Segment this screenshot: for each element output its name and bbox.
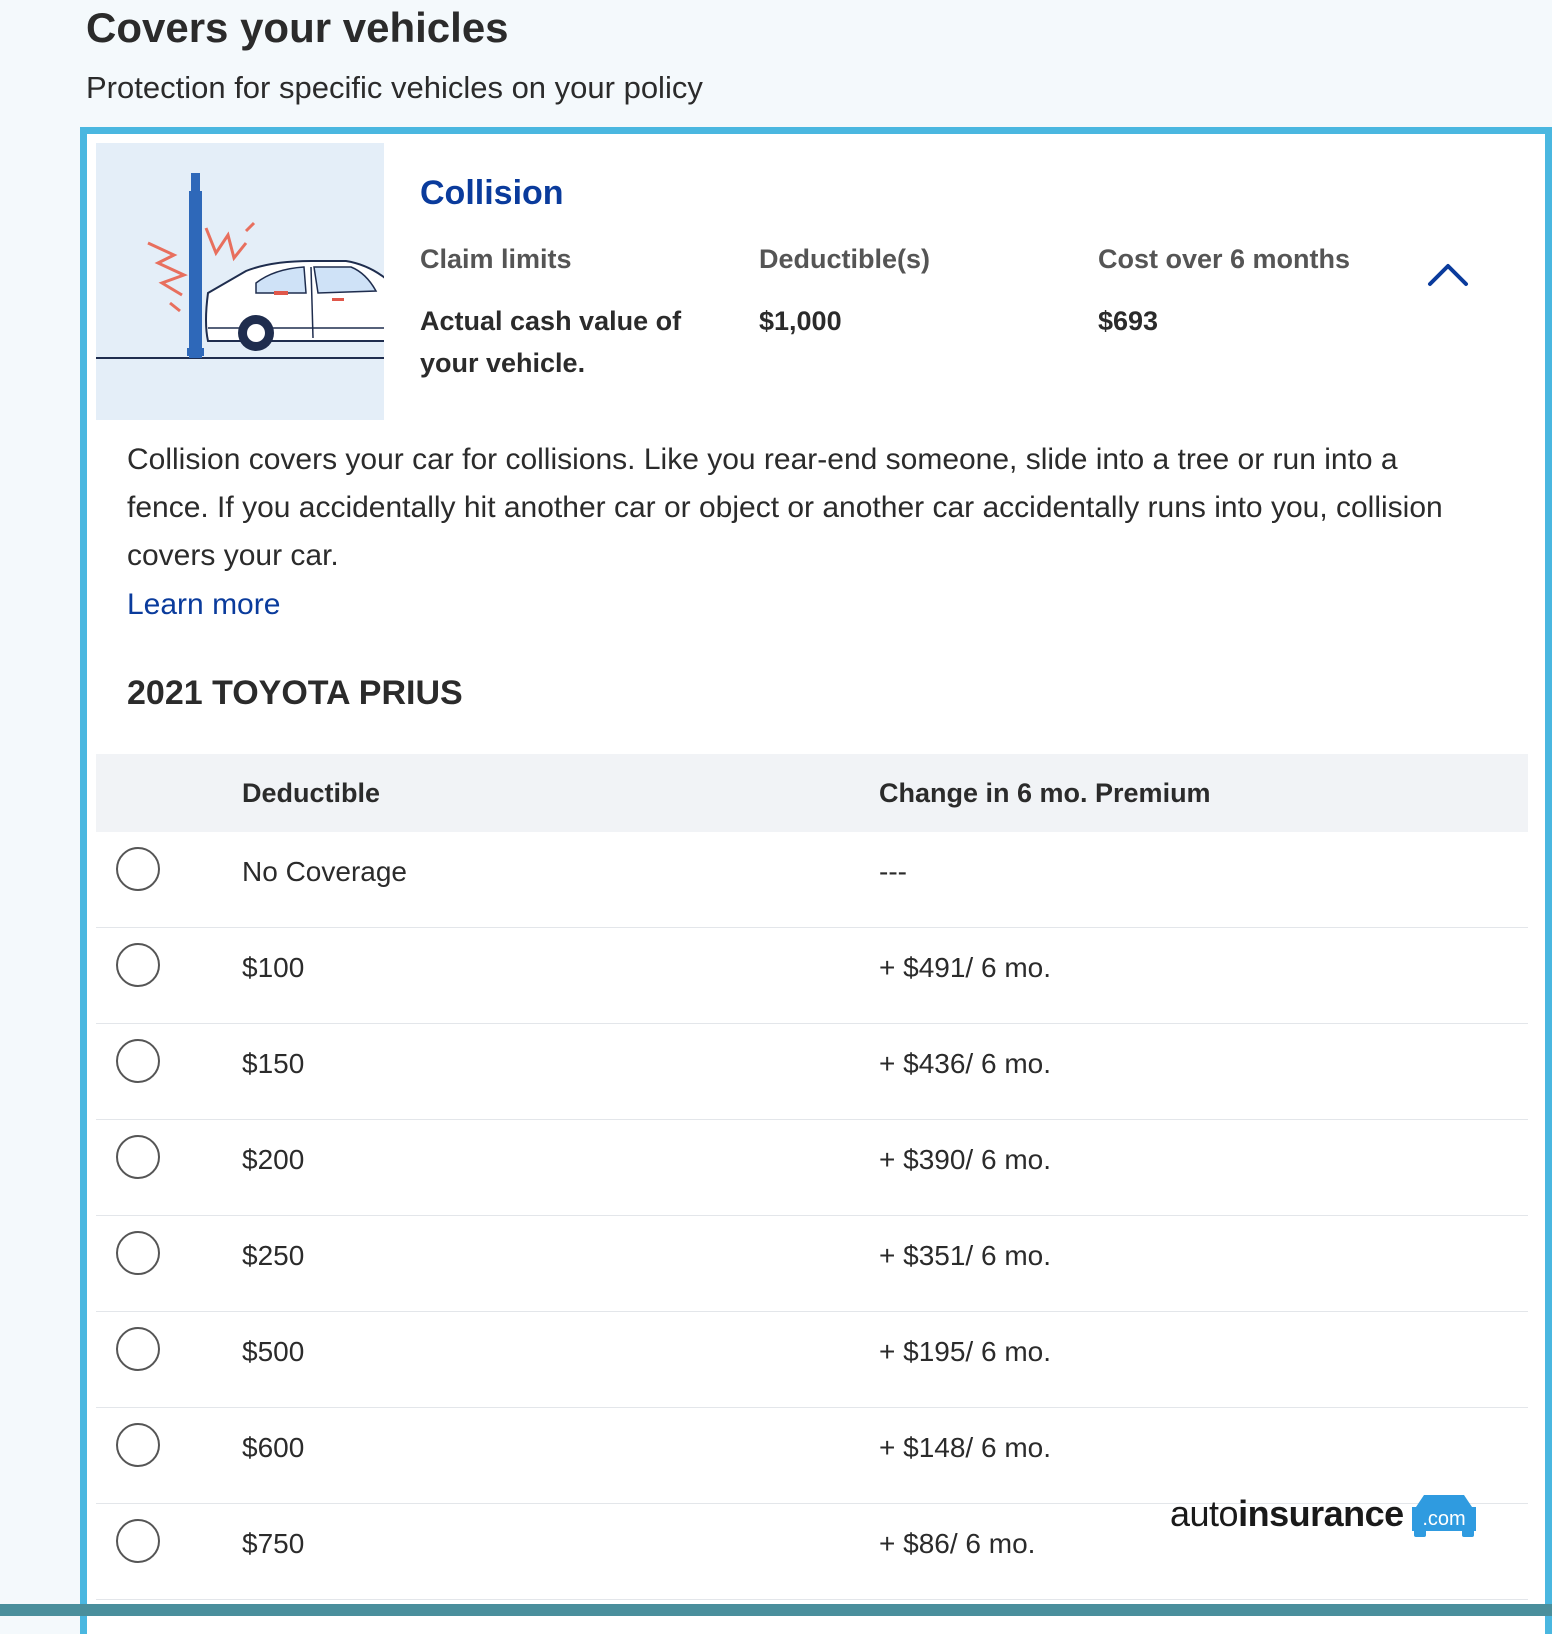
premium-change: + $436/ 6 mo. — [879, 1048, 1052, 1079]
watermark-auto: auto — [1170, 1493, 1239, 1534]
deductible-table-header — [96, 754, 1528, 832]
claim-limits-label: Claim limits — [420, 244, 572, 274]
deductible-option-row[interactable] — [96, 1216, 1528, 1312]
section-subtitle: Protection for specific vehicles on your policy — [86, 70, 703, 105]
watermark-insurance: insurance — [1238, 1493, 1404, 1534]
deductible-option-label: $100 — [242, 952, 305, 983]
collapse-button[interactable] — [1421, 252, 1475, 296]
premium-change: + $491/ 6 mo. — [879, 952, 1052, 983]
deductible-option-row[interactable] — [96, 1120, 1528, 1216]
deductible-radio[interactable] — [116, 1231, 160, 1275]
car-badge-icon — [1410, 1491, 1478, 1537]
chevron-up-icon — [1427, 261, 1469, 287]
deductible-option-row[interactable] — [96, 1024, 1528, 1120]
deductible-radio[interactable] — [116, 1327, 160, 1371]
deductible-option-label: $200 — [242, 1144, 305, 1175]
deductible-value: $1,000 — [759, 306, 842, 336]
premium-change: --- — [879, 856, 907, 887]
cost-label: Cost over 6 months — [1098, 244, 1351, 274]
premium-change: + $195/ 6 mo. — [879, 1336, 1052, 1367]
section-title: Covers your vehicles — [86, 4, 509, 51]
deductible-option-label: $500 — [242, 1336, 305, 1367]
watermark-com: .com — [1421, 1508, 1466, 1530]
deductible-column-header: Deductible — [242, 778, 381, 808]
bottom-strip — [0, 1604, 1552, 1616]
car-collision-illustration — [96, 143, 384, 420]
autoinsurance-watermark — [1170, 1488, 1478, 1540]
deductible-option-row[interactable] — [96, 832, 1528, 928]
deductible-radio[interactable] — [116, 1519, 160, 1563]
deductible-radio[interactable] — [116, 1135, 160, 1179]
deductible-radio[interactable] — [116, 1039, 160, 1083]
claim-limits-value-line1: Actual cash value of — [420, 306, 682, 336]
premium-change: + $86/ 6 mo. — [879, 1528, 1036, 1559]
deductible-option-row[interactable] — [96, 928, 1528, 1024]
deductible-radio[interactable] — [116, 943, 160, 987]
coverage-description: Collision covers your car for collisions. Like you rear-end someone, slide into a tree or run into a fence. If you accidentally hit another car or object or another car accidentally runs into you, collision covers your car. — [127, 443, 1443, 572]
deductible-option-label: $600 — [242, 1432, 305, 1463]
premium-change: + $351/ 6 mo. — [879, 1240, 1052, 1271]
premium-change: + $390/ 6 mo. — [879, 1144, 1052, 1175]
vehicle-name: 2021 TOYOTA PRIUS — [127, 674, 463, 712]
deductible-options-list — [96, 832, 1528, 1600]
deductible-option-label: No Coverage — [242, 856, 407, 887]
collision-coverage-card — [80, 127, 1552, 1634]
claim-limits-value-line2: your vehicle. — [420, 348, 586, 378]
cost-value: $693 — [1098, 306, 1159, 336]
premium-change: + $148/ 6 mo. — [879, 1432, 1052, 1463]
deductible-option-row[interactable] — [96, 1312, 1528, 1408]
claim-limits-value — [420, 300, 720, 384]
deductible-option-label: $250 — [242, 1240, 305, 1271]
change-column-header: Change in 6 mo. Premium — [879, 778, 1211, 808]
deductible-radio[interactable] — [116, 1423, 160, 1467]
coverage-title: Collision — [420, 174, 564, 212]
deductible-radio[interactable] — [116, 847, 160, 891]
deductible-option-label: $150 — [242, 1048, 305, 1079]
learn-more-link[interactable]: Learn more — [127, 588, 281, 621]
deductible-label: Deductible(s) — [759, 244, 931, 274]
deductible-option-label: $750 — [242, 1528, 305, 1559]
